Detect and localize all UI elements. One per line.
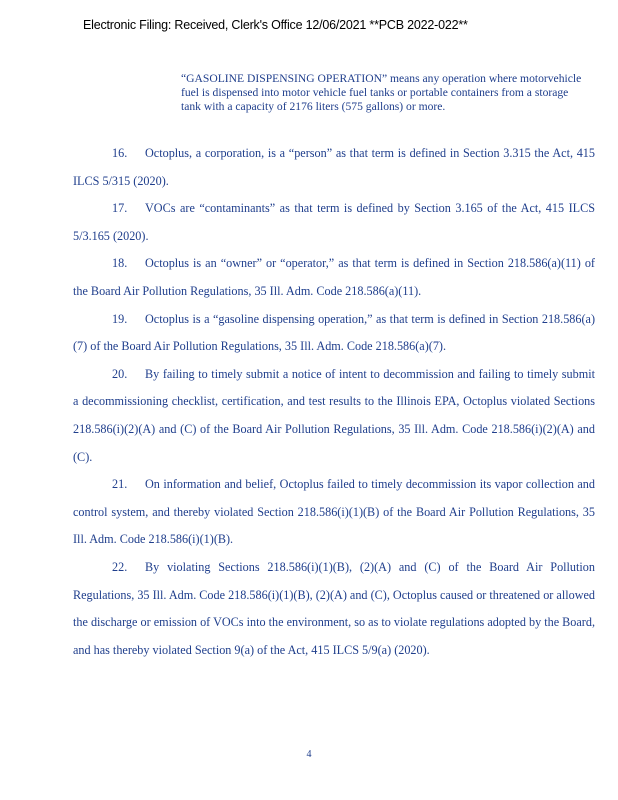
paragraph-21 <box>73 471 595 554</box>
paragraph-17 <box>73 195 595 250</box>
paragraph-text: By violating Sections 218.586(i)(1)(B), (2)(A) and (C) of the Board Air Pollution Regulations, 35 Ill. Adm. Code 218.586(i)(1)(B), (2)(A) and (C), Octoplus caused or threatened or allowed the discharge or emission of VOCs into the environment, so as to violate regulations adopted by the Board, and has thereby violated Section 9(a) of the Act, 415 ILCS 5/9(a) (2020). <box>73 559 595 657</box>
paragraph-text: Octoplus, a corporation, is a “person” as that term is defined in Section 3.315 the Act, 415 ILCS 5/315 (2020). <box>73 146 595 188</box>
paragraph-22 <box>73 554 595 664</box>
paragraph-number: 17. <box>112 201 128 216</box>
paragraph-text: By failing to timely submit a notice of intent to decommission and failing to timely submit a decommissioning checklist, certification, and test results to the Illinois EPA, Octoplus violated Sections 218.586(i)(2)(A) and (C) of the Board Air Pollution Regulations, 35 Ill. Adm. Code 218.586(i)(2)(A) and (C). <box>73 366 595 464</box>
numbered-paragraphs <box>73 140 595 664</box>
paragraph-number: 21. <box>112 477 128 492</box>
paragraph-text: VOCs are “contaminants” as that term is defined by Section 3.165 of the Act, 415 ILCS 5/3.165 (2020). <box>73 201 595 243</box>
paragraph-20 <box>73 361 595 471</box>
page-number: 4 <box>306 749 312 760</box>
filing-stamp-header: Electronic Filing: Received, Clerk's Office 12/06/2021 **PCB 2022-022** <box>83 18 468 32</box>
paragraph-16 <box>73 140 595 195</box>
paragraph-number: 16. <box>112 146 128 160</box>
paragraph-number: 18. <box>112 256 128 271</box>
definition-block: “GASOLINE DISPENSING OPERATION” means any operation where motorvehicle fuel is dispensed into motor vehicle fuel tanks or portable containers from a storage tank with a capacity of 2176 liters (575 gallons) or more. <box>181 72 582 113</box>
paragraph-19 <box>73 306 595 361</box>
paragraph-text: On information and belief, Octoplus failed to timely decommission its vapor collection and control system, and thereby violated Section 218.586(i)(1)(B) of the Board Air Pollution Regulations, 35 Ill. Adm. Code 218.586(i)(1)(B). <box>73 477 595 547</box>
paragraph-number: 19. <box>112 311 128 326</box>
paragraph-text: Octoplus is an “owner” or “operator,” as that term is defined in Section 218.586(a)(11) of the Board Air Pollution Regulations, 35 Ill. Adm. Code 218.586(a)(11). <box>73 256 595 298</box>
paragraph-18 <box>73 250 595 305</box>
paragraph-text: Octoplus is a “gasoline dispensing operation,” as that term is defined in Section 218.586(a)(7) of the Board Air Pollution Regulations, 35 Ill. Adm. Code 218.586(a)(7). <box>73 311 595 354</box>
paragraph-number: 20. <box>112 366 128 381</box>
paragraph-number: 22. <box>112 559 128 574</box>
